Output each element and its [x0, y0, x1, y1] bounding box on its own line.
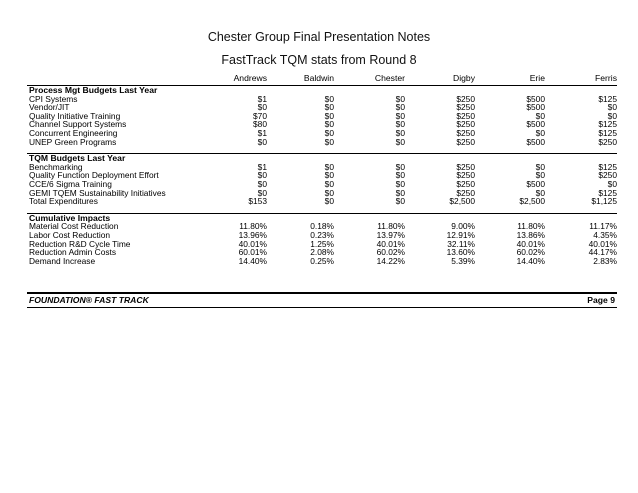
table-cell: 9.00% — [451, 221, 475, 232]
table-row — [27, 257, 617, 266]
row-label: Quality Function Deployment Effort — [29, 170, 159, 181]
footer-page-number: Page 9 — [587, 295, 615, 305]
table-cell: 44.17% — [588, 247, 617, 258]
table-cell: 2.83% — [593, 255, 617, 266]
table-cell: $0 — [324, 119, 334, 130]
table-cell: $125 — [598, 93, 617, 104]
row-label: Total Expenditures — [29, 196, 98, 207]
table-cell: $125 — [598, 119, 617, 130]
table-cell: 14.22% — [376, 255, 405, 266]
table-cell: 40.01% — [588, 238, 617, 249]
row-label: Concurrent Engineering — [29, 127, 118, 138]
section-heading-label: Process Mgt Budgets Last Year — [29, 85, 158, 95]
table-cell: $0 — [395, 178, 405, 189]
table-cell: $250 — [456, 161, 475, 172]
column-header: Ferris — [595, 73, 617, 83]
column-header: Erie — [529, 73, 545, 83]
table-cell: 32.11% — [447, 238, 475, 249]
table-cell: 13.96% — [238, 229, 267, 240]
column-header: Baldwin — [303, 73, 334, 83]
table-cell: $0 — [324, 102, 334, 113]
table-cell: 11.17% — [589, 221, 617, 232]
table-cell: $125 — [598, 187, 617, 198]
table-cell: 11.80% — [377, 221, 405, 232]
table-cell: $0 — [395, 170, 405, 181]
table-cell: $1,125 — [591, 196, 617, 207]
table-cell: $250 — [456, 127, 475, 138]
row-label: Labor Cost Reduction — [29, 229, 111, 240]
table-cell: $250 — [456, 170, 475, 181]
table-cell: $250 — [456, 187, 475, 198]
table-cell: 13.60% — [446, 247, 475, 258]
table-cell: 40.01% — [516, 238, 545, 249]
table-cell: 12.91% — [446, 229, 475, 240]
row-label: Material Cost Reduction — [29, 221, 119, 232]
table-cell: 0.25% — [310, 255, 334, 266]
footer-brand: FOUNDATION® FAST TRACK — [29, 295, 149, 305]
row-label: UNEP Green Programs — [29, 136, 117, 147]
table-cell: $250 — [456, 119, 475, 130]
row-label: Reduction R&D Cycle Time — [29, 238, 131, 249]
table-cell: 4.35% — [593, 229, 617, 240]
table-cell: $500 — [526, 102, 545, 113]
table-cell: $0 — [257, 178, 267, 189]
table-cell: $500 — [526, 119, 545, 130]
table-cell: $250 — [456, 102, 475, 113]
report-footer — [27, 292, 617, 308]
table-cell: $250 — [456, 110, 475, 121]
table-cell: 5.39% — [451, 255, 475, 266]
table-cell: $0 — [395, 127, 405, 138]
table-cell: $70 — [253, 110, 267, 121]
row-label: Benchmarking — [29, 161, 83, 172]
table-cell: $0 — [324, 136, 334, 147]
row-label: Channel Support Systems — [29, 119, 127, 130]
table-cell: $0 — [535, 170, 545, 181]
page-subtitle: FastTrack TQM stats from Round 8 — [221, 53, 417, 67]
table-cell: $250 — [598, 136, 617, 147]
table-cell: $0 — [257, 136, 267, 147]
table-cell: $0 — [324, 110, 334, 121]
table-cell: $0 — [395, 136, 405, 147]
table-cell: $0 — [535, 161, 545, 172]
table-cell: $0 — [535, 187, 545, 198]
table-cell: $125 — [598, 127, 617, 138]
column-header: Chester — [374, 73, 405, 83]
tqm-report-table — [27, 69, 617, 305]
table-cell: $0 — [324, 161, 334, 172]
section-heading-label: Cumulative Impacts — [29, 212, 111, 223]
section-heading — [27, 154, 617, 163]
table-cell: 14.40% — [238, 255, 267, 266]
row-label: Reduction Admin Costs — [29, 247, 117, 258]
table-cell: $250 — [598, 170, 617, 181]
table-cell: $0 — [324, 178, 334, 189]
table-cell: 40.01% — [376, 238, 405, 249]
table-cell: $0 — [607, 110, 617, 121]
column-header: Andrews — [233, 73, 267, 83]
report-body — [27, 86, 617, 265]
table-cell: $0 — [395, 119, 405, 130]
table-cell: 40.01% — [238, 238, 267, 249]
table-cell: 11.80% — [517, 221, 545, 232]
table-cell: $0 — [324, 93, 334, 104]
row-label: Vendor/JIT — [29, 102, 70, 113]
table-cell: $2,500 — [519, 196, 545, 207]
table-cell: $0 — [257, 102, 267, 113]
table-cell: $80 — [253, 119, 267, 130]
table-cell: $0 — [395, 102, 405, 113]
table-cell: $1 — [257, 127, 267, 138]
table-cell: 13.97% — [376, 229, 405, 240]
table-cell: $500 — [526, 136, 545, 147]
table-cell: 2.08% — [310, 247, 334, 258]
table-cell: 60.02% — [376, 247, 405, 258]
table-cell: $0 — [535, 110, 545, 121]
table-cell: 60.01% — [238, 247, 267, 258]
column-header: Digby — [453, 73, 475, 83]
table-cell: $1 — [257, 93, 267, 104]
table-cell: $0 — [535, 127, 545, 138]
table-cell: 13.86% — [516, 229, 545, 240]
table-cell: $0 — [324, 127, 334, 138]
table-cell: $0 — [395, 187, 405, 198]
table-cell: $0 — [257, 187, 267, 198]
table-cell: $0 — [324, 187, 334, 198]
table-cell: $500 — [526, 178, 545, 189]
section-divider — [27, 206, 617, 214]
table-cell: 11.80% — [239, 221, 267, 232]
table-cell: $153 — [248, 196, 267, 207]
table-cell: 0.18% — [310, 221, 334, 232]
table-cell: $250 — [456, 93, 475, 104]
table-cell: $2,500 — [449, 196, 475, 207]
row-label: CPI Systems — [29, 93, 78, 104]
table-cell: $0 — [324, 170, 334, 181]
table-cell: $250 — [456, 136, 475, 147]
row-label: Demand Increase — [29, 255, 96, 266]
row-label: GEMI TQEM Sustainability Initiatives — [29, 187, 166, 198]
page-title: Chester Group Final Presentation Notes — [207, 30, 431, 44]
table-cell: 0.23% — [310, 229, 334, 240]
table-cell: $1 — [257, 161, 267, 172]
table-cell: $0 — [395, 161, 405, 172]
table-cell: 60.02% — [516, 247, 545, 258]
table-cell: $250 — [456, 178, 475, 189]
column-header-row — [27, 69, 617, 86]
table-cell: $0 — [324, 196, 334, 207]
table-cell: $0 — [395, 93, 405, 104]
table-cell: 14.40% — [516, 255, 545, 266]
table-cell: $0 — [607, 178, 617, 189]
table-cell: 1.25% — [310, 238, 334, 249]
row-label: CCE/6 Sigma Training — [29, 178, 112, 189]
table-cell: $0 — [607, 102, 617, 113]
table-row — [27, 197, 617, 206]
section-heading-label: TQM Budgets Last Year — [29, 153, 126, 164]
table-cell: $500 — [526, 93, 545, 104]
table-cell: $125 — [598, 161, 617, 172]
table-cell: $0 — [257, 170, 267, 181]
table-row — [27, 138, 617, 147]
table-cell: $0 — [395, 110, 405, 121]
row-label: Quality Initiative Training — [29, 110, 121, 121]
table-cell: $0 — [395, 196, 405, 207]
